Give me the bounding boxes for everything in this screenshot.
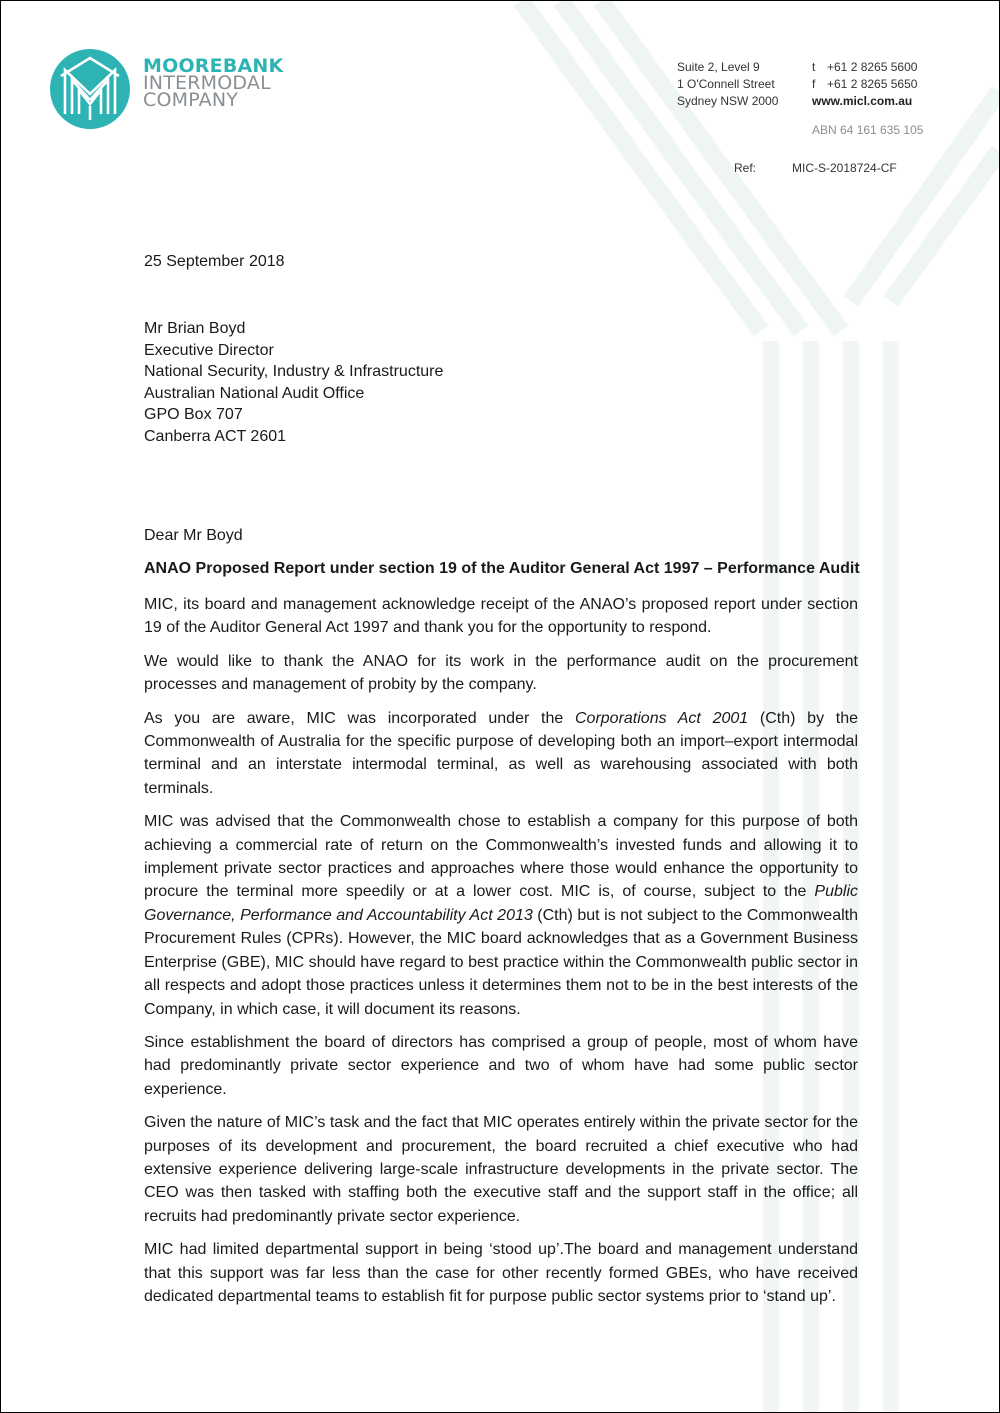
company-contact (812, 59, 917, 110)
reference-label: Ref: (734, 161, 757, 175)
recipient-line: Australian National Audit Office (144, 384, 365, 402)
fax-row (812, 76, 917, 93)
company-logo-wordmark (143, 55, 284, 111)
recipient-line: Mr Brian Boyd (144, 320, 246, 337)
recipient-line: Executive Director (144, 341, 274, 359)
letter-date: 25 September 2018 (144, 253, 285, 270)
address-line: Sydney NSW 2000 (677, 94, 779, 108)
phone-number: +61 2 8265 5600 (827, 60, 918, 74)
company-address (677, 59, 778, 110)
body-paragraph: MIC had limited departmental support in being ‘stood up’.The board and management understand that this support was far less than the case for other recently formed GBEs, who have received dedicated departmental teams to establish fit for purpose public sector systems prior to ‘stand up’. (144, 1241, 858, 1305)
paragraph-text: MIC was advised that the Commonwealth chose to establish a company for this purpose of both achieving a commercial rate of return on the Commonwealth’s invested funds and allowing it to implement private sector practices and approaches where those would enhance the opportunity to procure the terminal more speedily or at a lower cost. MIC is, of course, subject to the (144, 813, 858, 901)
paragraph-text: (Cth) but is not subject to the Commonwealth Procurement Rules (CPRs). However, the MIC board acknowledges that as a Government Business Enterprise (GBE), MIC should have regard to best practice within the Commonwealth public sector in all respects and adopt those practices unless it determines them not to be in the best interests of the Company, in which case, it will document its reasons. (144, 906, 858, 1018)
recipient-line: National Security, Industry & Infrastructure (144, 363, 444, 381)
company-logo (49, 48, 294, 132)
reference-value: MIC-S-2018724-CF (792, 161, 897, 175)
letter-body (144, 593, 858, 1318)
fax-number: +61 2 8265 5650 (827, 77, 918, 91)
paragraph-text: As you are aware, MIC was incorporated under the (144, 709, 575, 727)
company-logo-mark-icon (49, 48, 131, 130)
logo-text-line3: COMPANY (143, 89, 239, 111)
body-paragraph: Since establishment the board of directors has comprised a group of people, most of whom have had predominantly private sector experience and two of whom have had some public sector experience. (144, 1033, 858, 1098)
address-line: 1 O'Connell Street (677, 77, 775, 91)
phone-label: t (812, 60, 816, 74)
reference (734, 161, 897, 175)
body-paragraph (144, 810, 858, 1021)
address-line: Suite 2, Level 9 (677, 60, 760, 74)
letter-subject: ANAO Proposed Report under section 19 of the Auditor General Act 1997 – Performance Audit (144, 560, 860, 577)
recipient-line: Canberra ACT 2601 (144, 427, 287, 445)
body-paragraph: MIC, its board and management acknowledge receipt of the ANAO’s proposed report under section 19 of the Auditor General Act 1997 and thank you for the opportunity to respond. (144, 596, 858, 637)
website-link[interactable]: www.micl.com.au (812, 94, 913, 108)
paragraph-text: (Cth) by the Commonwealth of Australia for the specific purpose of developing both an import–export intermodal terminal and an interstate intermodal terminal, as well as warehousing associated with both terminals. (144, 709, 859, 797)
act-title: Public Governance, Performance and Accountability Act 2013 (144, 883, 858, 924)
logo-text-line1: MOOREBANK (143, 55, 284, 77)
body-paragraph: We would like to thank the ANAO for its work in the performance audit on the procurement processes and management of probity by the company. (144, 652, 858, 694)
body-paragraph (144, 707, 858, 801)
recipient-address-block (144, 318, 443, 448)
salutation: Dear Mr Boyd (144, 527, 243, 544)
phone-row (812, 59, 917, 76)
recipient-line: GPO Box 707 (144, 406, 243, 424)
fax-label: f (812, 77, 816, 91)
abn-number: ABN 64 161 635 105 (812, 123, 924, 137)
logo-text-line2: INTERMODAL (143, 72, 271, 94)
body-paragraph: Given the nature of MIC’s task and the fact that MIC operates entirely within the private sector for the purposes of its development and procurement, the board recruited a chief executive who had extensive experience delivering large-scale infrastructure developments in the private sector. The CEO was then tasked with staffing both the executive staff and the support staff in the office; all recruits had predominantly private sector experience. (144, 1114, 858, 1225)
act-title: Corporations Act 2001 (575, 709, 749, 727)
